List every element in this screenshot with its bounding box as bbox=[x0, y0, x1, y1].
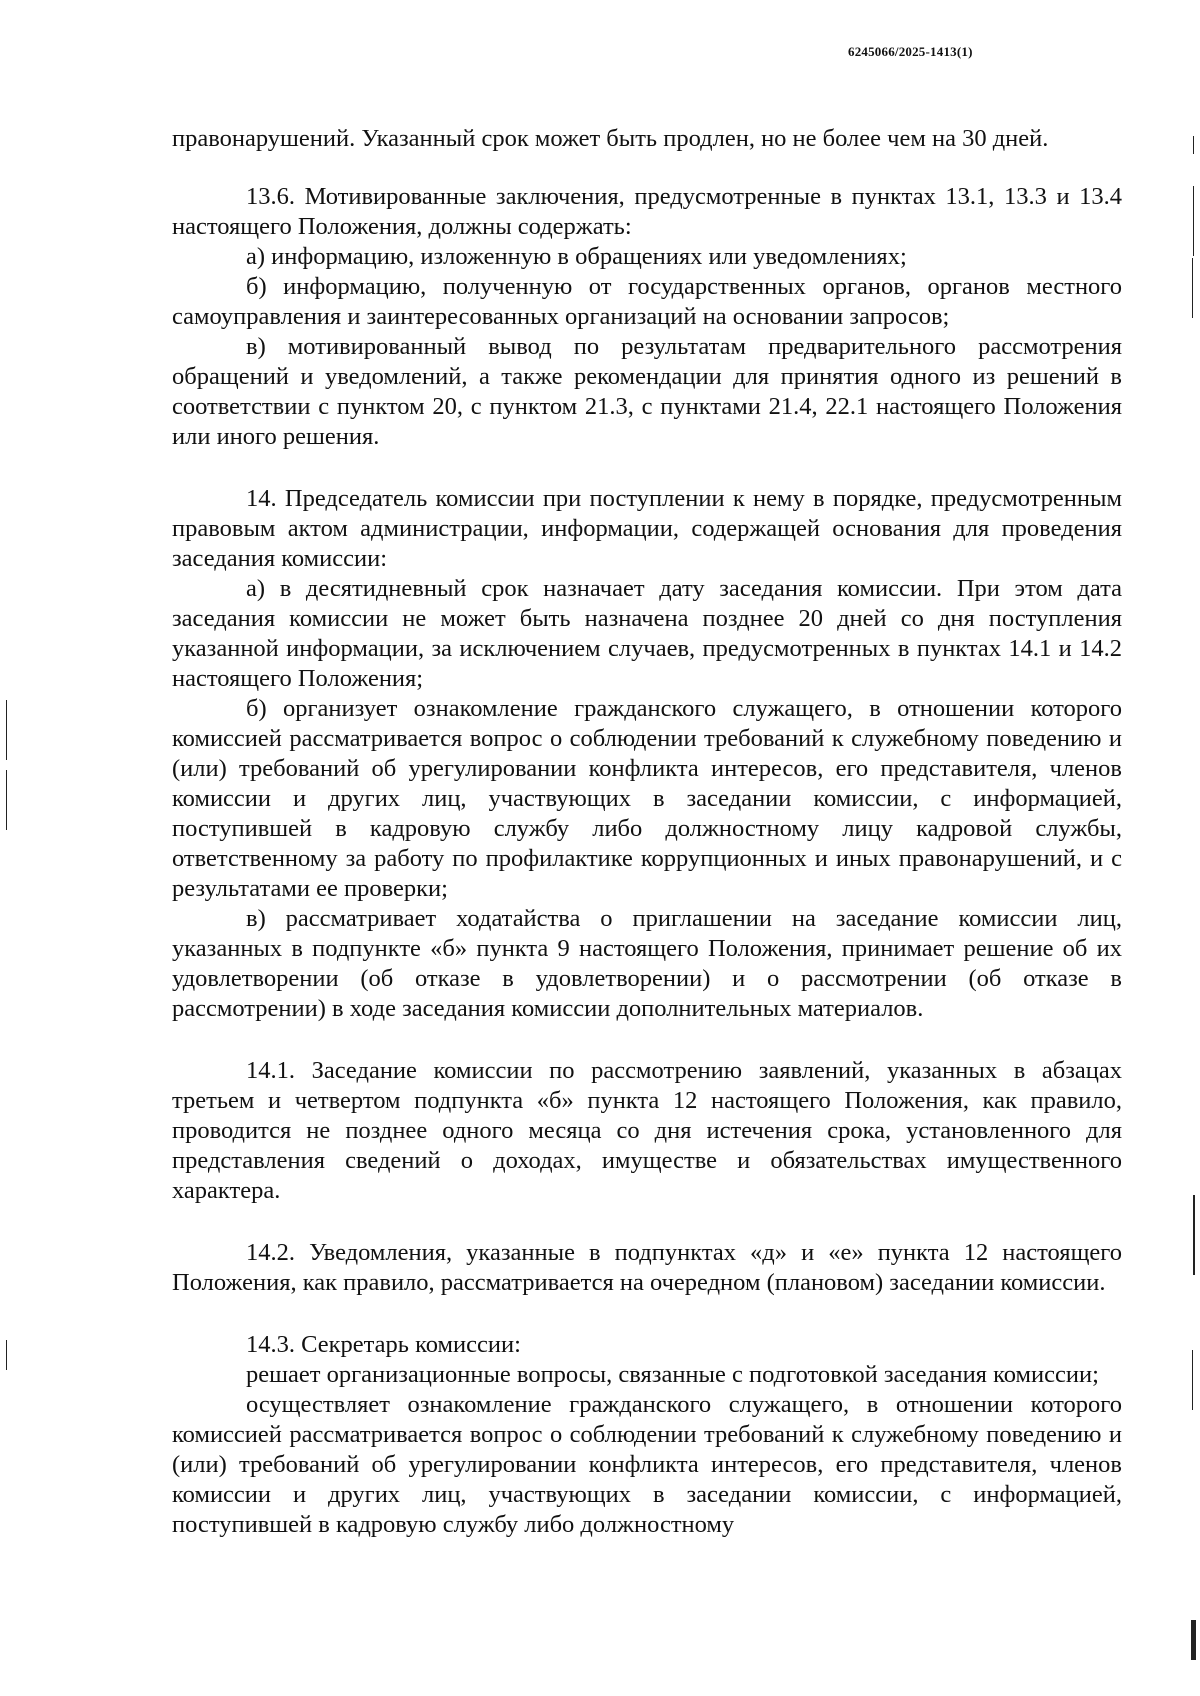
paragraph-14-3: 14.3. Секретарь комиссии: bbox=[246, 1331, 521, 1358]
scan-edge-mark bbox=[6, 1340, 7, 1370]
scan-edge-mark bbox=[6, 770, 7, 830]
scan-edge-mark bbox=[1192, 258, 1193, 318]
paragraph-14-v: в) рассматривает ходатайства о приглашении на заседание комиссии лиц, указанных в подпункте «б» пункта 9 настоящего Положения, принимает решение об их удовлетворении (об отказе в удовлетворении) и о рассмотрении (об отказе в рассмотрении) в ходе заседания комиссии дополнительных материалов. bbox=[172, 905, 1122, 1022]
paragraph-13-6-b: б) информацию, полученную от государственных органов, органов местного самоуправления и заинтересованных организаций на основании запросов; bbox=[172, 273, 1122, 330]
scan-edge-mark bbox=[6, 700, 7, 760]
paragraph-continuation: правонарушений. Указанный срок может быть продлен, но не более чем на 30 дней. bbox=[172, 125, 1049, 152]
paragraph-14-1: 14.1. Заседание комиссии по рассмотрению заявлений, указанных в абзацах третьем и четвертом подпункта «б» пункта 12 настоящего Положения, как правило, проводится не позднее одного месяца со дня истечения срока, установленного для представления сведений о доходах, имуществе и обязательствах имущественного характера. bbox=[172, 1057, 1122, 1204]
paragraph-13-6-a: а) информацию, изложенную в обращениях или уведомлениях; bbox=[246, 243, 907, 270]
paragraph-13-6: 13.6. Мотивированные заключения, предусмотренные в пунктах 13.1, 13.3 и 13.4 настоящего Положения, должны содержать: bbox=[172, 183, 1122, 240]
paragraph-14-3-item-1: решает организационные вопросы, связанные с подготовкой заседания комиссии; bbox=[246, 1361, 1099, 1388]
paragraph-14-3-item-2: осуществляет ознакомление гражданского служащего, в отношении которого комиссией рассматривается вопрос о соблюдении требований к служебному поведению и (или) требований об урегулировании конфликта интересов, его представителя, членов комиссии и других лиц, участвующих в заседании комиссии, с информацией, поступившей в кадровую службу либо должностному bbox=[172, 1391, 1122, 1538]
paragraph-14: 14. Председатель комиссии при поступлении к нему в порядке, предусмотренным правовым актом администрации, информации, содержащей основания для проведения заседания комиссии: bbox=[172, 485, 1122, 572]
scan-edge-mark bbox=[1193, 136, 1194, 154]
document-body bbox=[172, 124, 1122, 1540]
paragraph-14-2: 14.2. Уведомления, указанные в подпунктах «д» и «е» пункта 12 настоящего Положения, как правило, рассматривается на очередном (плановом) заседании комиссии. bbox=[172, 1239, 1122, 1296]
document-id: 6245066/2025-1413(1) bbox=[848, 44, 973, 59]
scan-edge-mark bbox=[1191, 1620, 1196, 1660]
paragraph-13-6-v: в) мотивированный вывод по результатам предварительного рассмотрения обращений и уведомлений, а также рекомендации для принятия одного из решений в соответствии с пунктом 20, с пунктом 21.3, с пунктами 21.4, 22.1 настоящего Положения или иного решения. bbox=[172, 333, 1122, 450]
paragraph-14-a: а) в десятидневный срок назначает дату заседания комиссии. При этом дата заседания комиссии не может быть назначена позднее 20 дней со дня поступления указанной информации, за исключением случаев, предусмотренных в пунктах 14.1 и 14.2 настоящего Положения; bbox=[172, 575, 1122, 692]
paragraph-14-b: б) организует ознакомление гражданского служащего, в отношении которого комиссией рассматривается вопрос о соблюдении требований к служебному поведению и (или) требований об урегулировании конфликта интересов, его представителя, членов комиссии и других лиц, участвующих в заседании комиссии, с информацией, поступившей в кадровую службу либо должностному лицу кадровой службы, ответственному за работу по профилактике коррупционных и иных правонарушений, и с результатами ее проверки; bbox=[172, 695, 1122, 902]
scan-edge-mark bbox=[1192, 1350, 1193, 1410]
scan-edge-mark bbox=[1193, 186, 1194, 256]
scan-edge-mark bbox=[1193, 1195, 1195, 1275]
